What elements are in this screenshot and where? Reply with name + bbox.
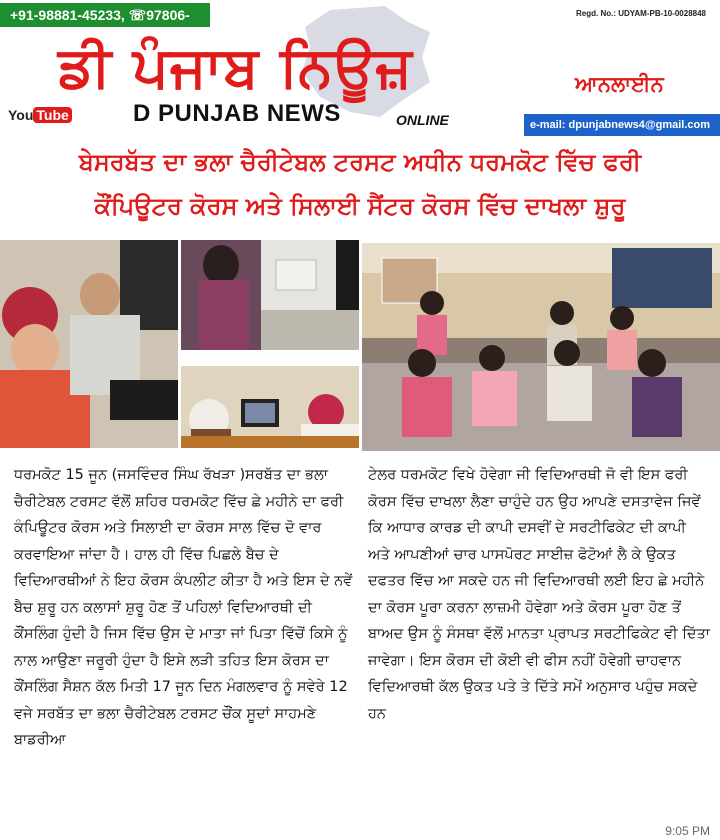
youtube-you-text: You xyxy=(8,107,34,123)
photo-computer-class-students xyxy=(0,240,178,448)
brand-online-label: ONLINE xyxy=(396,112,449,128)
photo-computer-screen-class xyxy=(181,354,359,448)
brand-name: D PUNJAB NEWS xyxy=(133,100,341,127)
phone-numbers: +91-98881-45233, ☏97806-50147 xyxy=(0,3,210,27)
youtube-tube-text: Tube xyxy=(33,107,71,123)
timestamp: 9:05 PM xyxy=(665,824,710,838)
article-column-1: ਧਰਮਕੋਟ 15 ਜੂਨ (ਜਸਵਿੰਦਰ ਸਿੰਘ ਰੱਖੜਾ )ਸਰਬੱਤ ਦਾ ਭਲਾ ਚੈਰੀਟੇਬਲ ਟਰਸਟ ਵੱਲੋਂ ਸ਼ਹਿਰ ਧਰਮਕੋਟ ਵਿੱਚ ਛੇ ਮਹੀਨੇ ਦਾ ਫਰੀ ਕੰਪਿਊਟਰ ਕੋਰਸ ਅਤੇ ਸਿਲਾਈ ਦਾ ਕੋਰਸ ਸਾਲ ਵਿੱਚ ਦੋ ਵਾਰ ਕਰਵਾਇਆ ਜਾਂਦਾ ਹੈ। ਹਾਲ ਹੀ ਵਿੱਚ ਪਿਛਲੇ ਬੈਚ ਦੇ ਵਿਦਿਆਰਥੀਆਂ ਨੇ ਇਹ ਕੋਰਸ ਕੰਪਲੀਟ ਕੀਤਾ ਹੈ ਅਤੇ ਇਸ ਦੇ ਨਵੇਂ ਬੈਚ ਸ਼ੁਰੂ ਹਨ ਕਲਾਸਾਂ ਸ਼ੁਰੂ ਹੋਣ ਤੋਂ ਪਹਿਲਾਂ ਵਿਦਿਆਰਥੀ ਦੀ ਕੌਂਸਲਿੰਗ ਹੁੰਦੀ ਹੈ ਜਿਸ ਵਿੱਚ ਉਸ ਦੇ ਮਾਤਾ ਜਾਂ ਪਿਤਾ ਵਿੱਚੋਂ ਕਿਸੇ ਨੂੰ ਨਾਲ ਆਉਣਾ ਜਰੂਰੀ ਹੁੰਦਾ ਹੈ ਇਸੇ ਲੜੀ ਤਹਿਤ ਇਸ ਕੋਰਸ ਦਾ ਕੌਂਸਲਿੰਗ ਸੈਸ਼ਨ ਕੱਲ ਮਿਤੀ 17 ਜੂਨ ਦਿਨ ਮੰਗਲਵਾਰ ਨੂੰ ਸਵੇਰੇ 12 ਵਜੇ ਸਰਬੱਤ ਦਾ ਭਲਾ ਚੈਰੀਟੇਬਲ ਟਰਸਟ ਚੌਂਕ ਸੂਦਾਂ ਸਾਹਮਣੇ ਬਾਡਰੀਆ xyxy=(14,467,353,748)
photo-computer-lab-student xyxy=(181,240,359,350)
youtube-logo[interactable] xyxy=(8,104,72,126)
registration-number: Regd. No.: UDYAM-PB-10-0028848 xyxy=(576,9,706,18)
headline-line-2: ਕੌਂਪਿਊਟਰ ਕੋਰਸ ਅਤੇ ਸਿਲਾਈ ਸੈਂਟਰ ਕੋਰਸ ਵਿੱਚ ਦਾਖਲਾ ਸ਼ੁਰੂ xyxy=(94,192,626,220)
masthead-title: ਡੀ ਪੰਜਾਬ ਨਿਊਜ਼ xyxy=(58,35,413,100)
article-column-2: ਟੇਲਰ ਧਰਮਕੋਟ ਵਿਖੇ ਹੋਵੇਗਾ ਜੀ ਵਿਦਿਆਰਥੀ ਜੋ ਵੀ ਇਸ ਫਰੀ ਕੋਰਸ ਵਿੱਚ ਦਾਖਲਾ ਲੈਣਾ ਚਾਹੁੰਦੇ ਹਨ ਉਹ ਆਪਣੇ ਦਸਤਾਵੇਜ ਜਿਵੇਂ ਕਿ ਆਧਾਰ ਕਾਰਡ ਦੀ ਕਾਪੀ ਦਸਵੀਂ ਦੇ ਸਰਟੀਫਿਕੇਟ ਦੀ ਕਾਪੀ ਅਤੇ ਆਪਣੀਆਂ ਚਾਰ ਪਾਸਪੋਰਟ ਸਾਈਜ਼ ਫੋਟੋਆਂ ਲੈ ਕੇ ਉਕਤ ਦਫਤਰ ਵਿੱਚ ਆ ਸਕਦੇ ਹਨ ਜੀ ਵਿਦਿਆਰਥੀ ਲਈ ਇਹ ਛੇ ਮਹੀਨੇ ਦਾ ਕੋਰਸ ਪੂਰਾ ਕਰਨਾ ਲਾਜ਼ਮੀ ਹੋਵੇਗਾ ਅਤੇ ਕੋਰਸ ਪੂਰਾ ਹੋਣ ਤੋਂ ਬਾਅਦ ਉਸ ਨੂੰ ਸੰਸਥਾ ਵੱਲੋਂ ਮਾਨਤਾ ਪ੍ਰਾਪਤ ਸਰਟੀਫਿਕੇਟ ਵੀ ਦਿੱਤਾ ਜਾਵੇਗਾ। ਇਸ ਕੋਰਸ ਦੀ ਕੋਈ ਵੀ ਫੀਸ ਨਹੀਂ ਹੋਵੇਗੀ ਚਾਹਵਾਨ ਵਿਦਿਆਰਥੀ ਕੱਲ ਉਕਤ ਪਤੇ ਤੇ ਦਿੱਤੇ ਸਮੇਂ ਅਨੁਸਾਰ ਪਹੁੰਚ ਸਕਦੇ ਹਨ xyxy=(368,467,710,722)
email-contact[interactable]: e-mail: dpunjabnews4@gmail.com xyxy=(524,114,720,136)
photo-sewing-class-group xyxy=(362,243,720,451)
headline xyxy=(0,140,720,228)
masthead-online-label: ਆਨਲਾਈਨ xyxy=(575,72,664,96)
headline-line-1: ਬੇਸਰਬੱਤ ਦਾ ਭਲਾ ਚੈਰੀਟੇਬਲ ਟਰਸਟ ਅਧੀਨ ਧਰਮਕੋਟ ਵਿੱਚ ਫਰੀ xyxy=(78,148,642,176)
